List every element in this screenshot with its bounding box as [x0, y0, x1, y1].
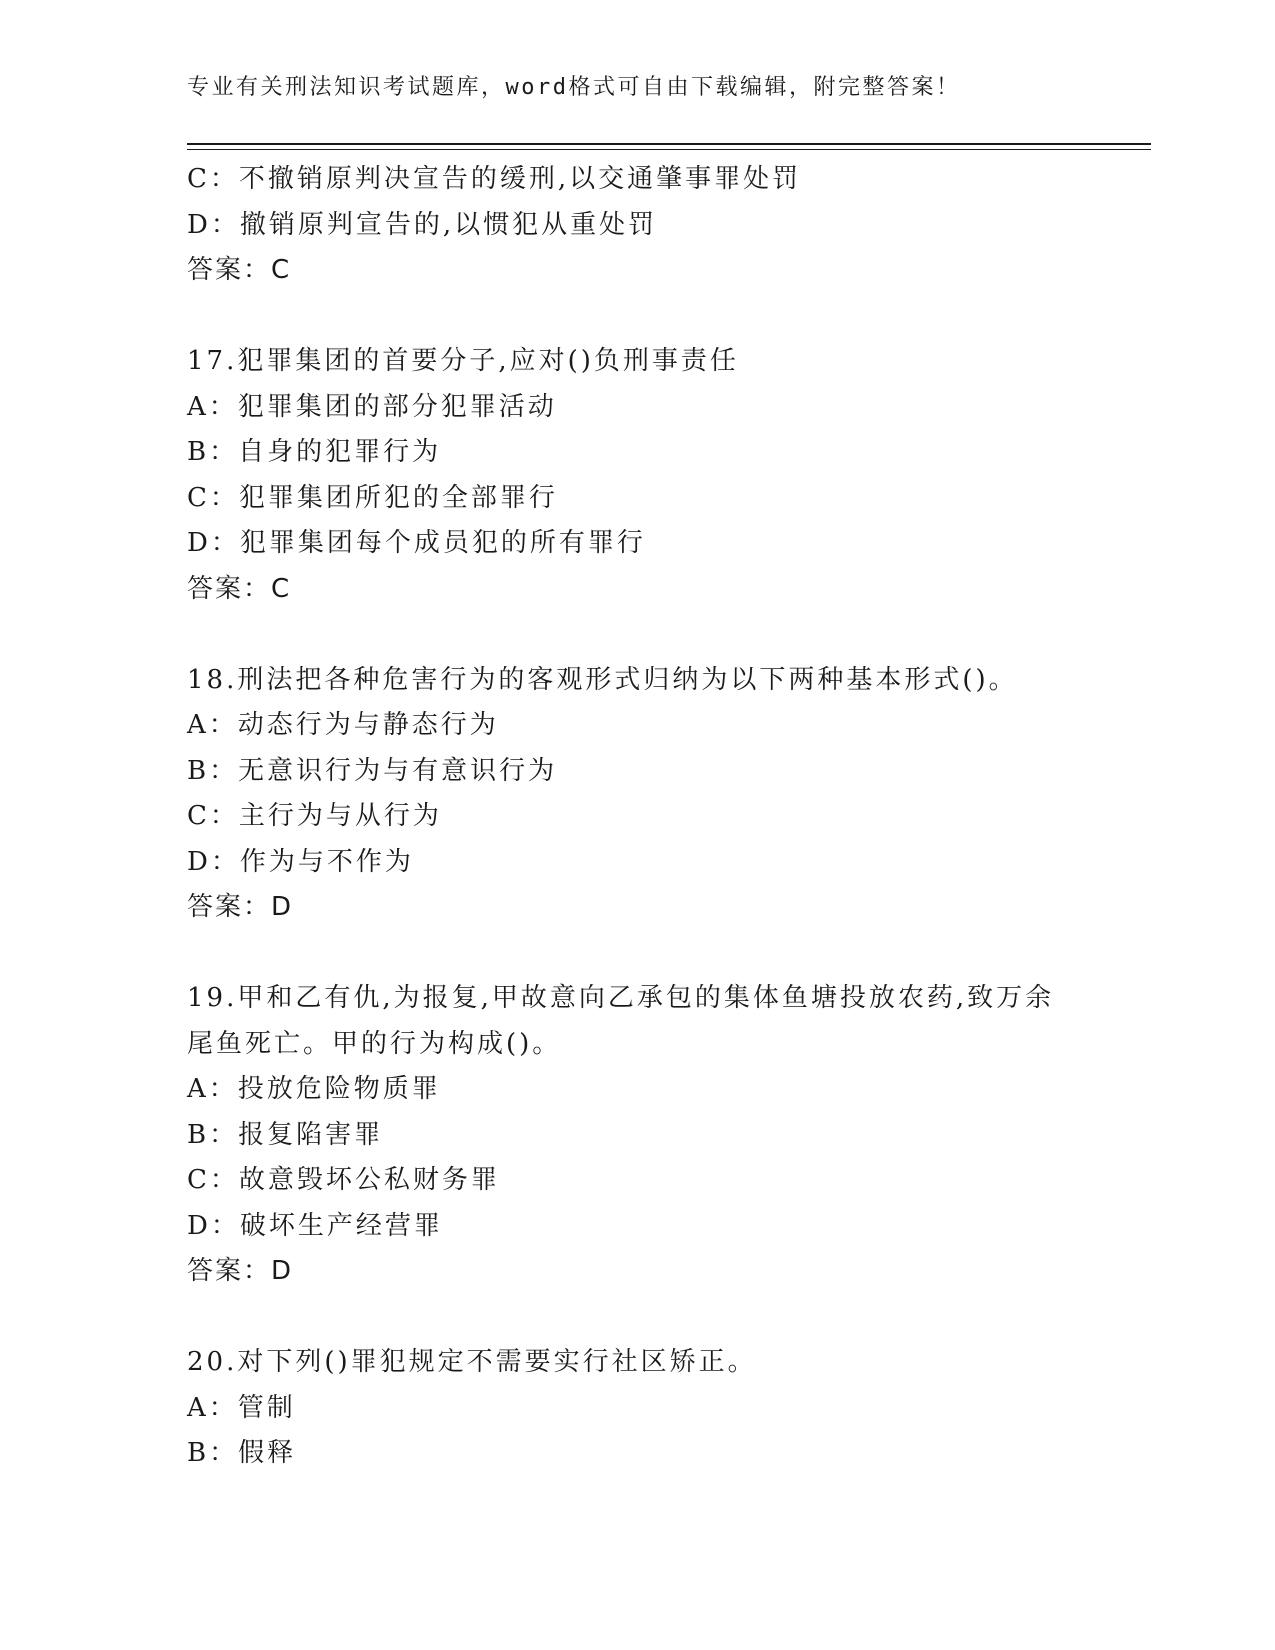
question-20: [187, 1340, 1087, 1477]
option-b: B：假释: [187, 1438, 297, 1468]
question-text-continued: 尾鱼死亡。甲的行为构成()。: [187, 1028, 562, 1059]
option-c: C：犯罪集团所犯的全部罪行: [187, 482, 558, 513]
option-c: C：主行为与从行为: [187, 801, 442, 831]
spacer: [187, 1295, 1087, 1341]
page-header: 专业有关刑法知识考试题库，word格式可自由下载编辑，附完整答案！: [187, 75, 961, 100]
option-a: A：管制: [187, 1392, 296, 1423]
header-divider-thin: [187, 149, 1151, 150]
option-b: B：无意识行为与有意识行为: [187, 755, 558, 786]
header-divider-thick: [187, 143, 1151, 145]
option-b: B：报复陷害罪: [187, 1119, 384, 1150]
option-d: D：作为与不作为: [187, 846, 414, 877]
question-content: [187, 157, 1087, 1477]
option-a: A：投放危险物质罪: [187, 1074, 441, 1104]
option-a: A：动态行为与静态行为: [187, 710, 499, 740]
spacer: [187, 294, 1087, 340]
answer-line: 答案：C: [187, 573, 292, 604]
question-text: 19.甲和乙有仇,为报复,甲故意向乙承包的集体鱼塘投放农药,致万余: [187, 983, 1055, 1013]
answer-line: 答案：D: [187, 1256, 294, 1286]
question-text: 17.犯罪集团的首要分子,应对()负刑事责任: [187, 346, 739, 376]
answer-line: 答案：D: [187, 892, 294, 922]
question-text: 18.刑法把各种危害行为的客观形式归纳为以下两种基本形式()。: [187, 664, 1018, 695]
question-19: [187, 976, 1087, 1295]
spacer: [187, 931, 1087, 977]
spacer: [187, 612, 1087, 658]
answer-line: 答案：C: [187, 255, 292, 285]
option-c: C：故意毁坏公私财务罪: [187, 1165, 500, 1195]
option-d: D：破坏生产经营罪: [187, 1210, 443, 1241]
option-d: D：犯罪集团每个成员犯的所有罪行: [187, 528, 646, 558]
option-a: A：犯罪集团的部分犯罪活动: [187, 391, 557, 422]
option-c: C：不撤销原判决宣告的缓刑,以交通肇事罪处罚: [187, 164, 802, 194]
question-carryover: [187, 157, 1087, 294]
option-b: B：自身的犯罪行为: [187, 437, 442, 467]
question-17: [187, 339, 1087, 612]
question-text: 20.对下列()罪犯规定不需要实行社区矫正。: [187, 1347, 757, 1377]
option-d: D：撤销原判宣告的,以惯犯从重处罚: [187, 209, 658, 240]
question-18: [187, 658, 1087, 931]
